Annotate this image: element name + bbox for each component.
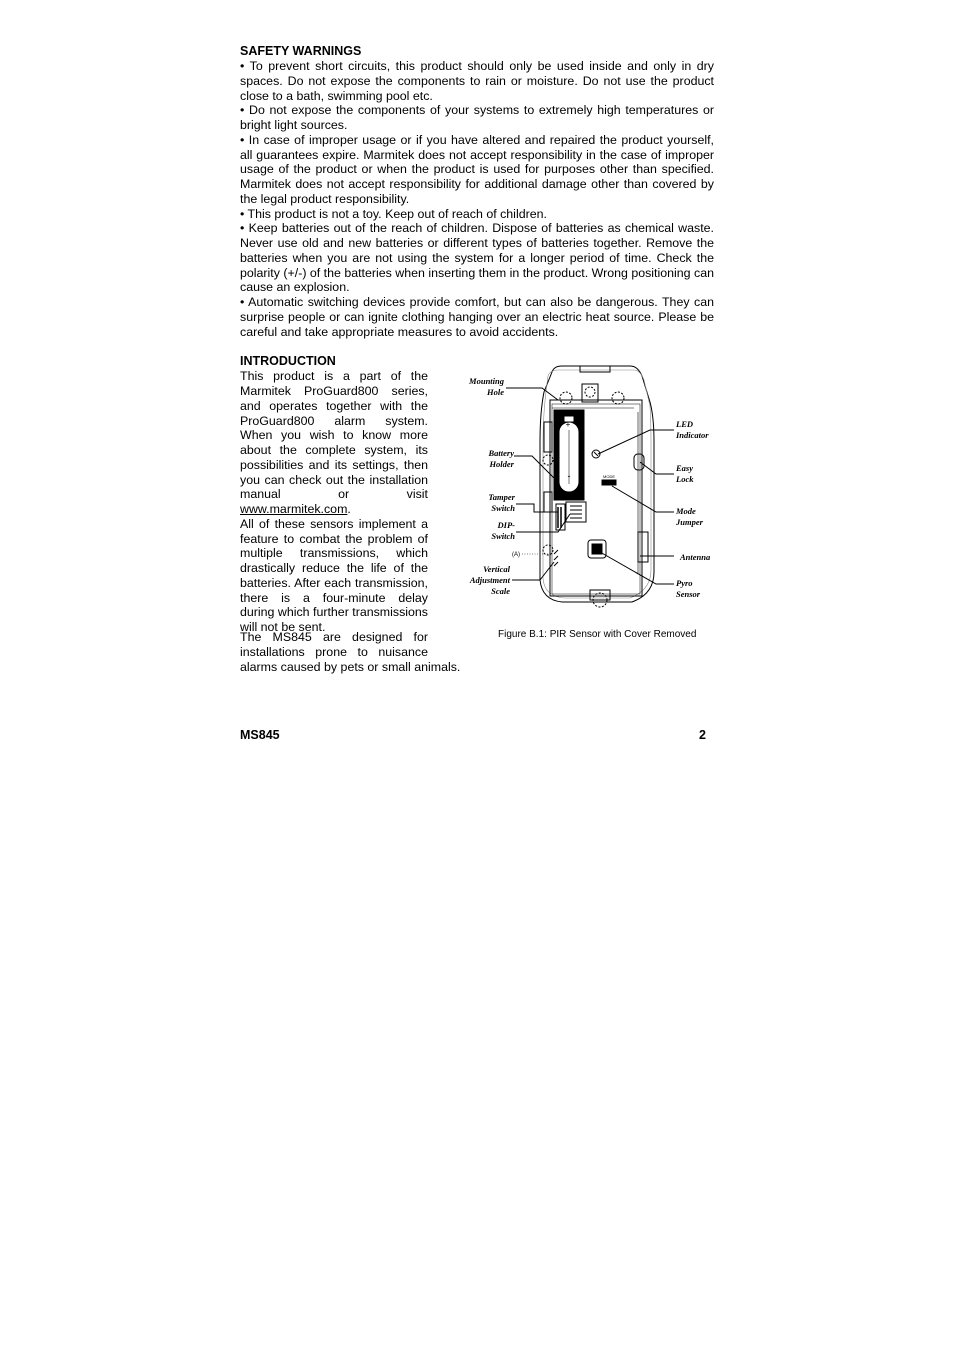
battery-minus: -	[567, 471, 571, 482]
introduction-text	[240, 354, 428, 635]
mounting-hole-right	[612, 392, 624, 404]
intro-p3-line-2: installations prone to nuisance	[240, 645, 428, 659]
figure-caption: Figure B.1: PIR Sensor with Cover Removed	[498, 629, 697, 641]
label-easy-lock-2: Lock	[676, 474, 694, 485]
footer-model: MS845	[240, 728, 280, 742]
label-led-1: LED	[676, 419, 693, 430]
mounting-hole-left	[560, 392, 572, 404]
scale-hole	[543, 545, 553, 555]
label-vertical-3: Scale	[491, 586, 510, 597]
introduction-paragraph-2: All of these sensors implement a feature to combat the problem of multiple transmissions, which drastically reduce the life of the batteries. After each transmission, there is a four-minute delay during which further transmissions will not be sent.	[240, 516, 429, 634]
safety-bullet-4: • This product is not a toy. Keep out of reach of children.	[240, 206, 547, 221]
pir-sensor-figure	[462, 362, 722, 642]
left-clip-lower	[544, 492, 552, 512]
led-mark	[594, 452, 598, 456]
antenna-bracket	[638, 532, 648, 562]
leader-battery-holder	[514, 456, 558, 482]
label-mode-jumper-1: Mode	[676, 506, 696, 517]
leader-led-indicator	[598, 430, 674, 454]
mode-jumper	[602, 480, 616, 485]
leader-easy-lock	[640, 462, 674, 474]
scale-tick-1	[554, 550, 558, 554]
safety-heading: SAFETY WARNINGS	[240, 44, 362, 58]
label-tamper-switch-2: Switch	[491, 503, 515, 514]
intro-p1-text: This product is a part of the Marmitek ProGuard800 series, and operates together with the ProGuard800 alarm system. When you wish to know more about the complete system, its possibilities and its settings, then you can check out the installation manual or visit	[240, 369, 428, 502]
label-dip-switch-2: Switch	[491, 531, 515, 542]
leader-vertical-scale	[512, 562, 554, 580]
page-content	[240, 44, 714, 699]
label-dip-switch-1: DIP-	[497, 520, 515, 531]
introduction-paragraph-1	[240, 369, 428, 517]
label-pyro-2: Sensor	[676, 589, 701, 600]
introduction-paragraph-3	[240, 630, 480, 674]
label-battery-holder-2: Holder	[489, 459, 514, 470]
safety-bullet-3: • In case of improper usage or if you have altered and repaired the product yourself, all guarantees expire. Marmitek does not accept responsibility in the case of improper usage of the product or when the product is used for purposes other than specified. Marmitek does not accept responsibility for additional damage other than covered by the legal product responsibility.	[240, 132, 714, 206]
mounting-hole-center	[585, 387, 595, 397]
introduction-section	[240, 354, 714, 699]
label-battery-holder-1: Battery	[488, 448, 514, 459]
top-tab	[580, 366, 610, 372]
introduction-heading: INTRODUCTION	[240, 354, 336, 369]
label-vertical-2: Adjustment	[469, 575, 510, 586]
label-mounting-hole-1: Mounting	[469, 376, 504, 387]
label-tamper-switch-1: Tamper	[488, 492, 515, 503]
scale-tick-3	[554, 562, 558, 566]
intro-p3-line-3: alarms caused by pets or small animals.	[240, 659, 461, 674]
page-footer	[240, 728, 706, 742]
label-mounting-hole-2: Hole	[487, 387, 504, 398]
label-mode-jumper-2: Jumper	[676, 517, 703, 528]
leader-mounting-hole	[506, 388, 558, 400]
safety-bullet-6: • Automatic switching devices provide comfort, but can also be dangerous. They can surprise people or can ignite clothing hanging over an electric heat source. Please be careful and take appropriate measures to avoid accidents.	[240, 295, 714, 339]
label-antenna: Antenna	[680, 552, 711, 563]
label-pyro-1: Pyro	[676, 578, 693, 589]
scale-a-label: (A)	[512, 552, 520, 559]
page-number: 2	[699, 728, 706, 742]
label-vertical-1: Vertical	[483, 564, 510, 575]
safety-bullet-2: • Do not expose the components of your systems to extremely high temperatures or bright light sources.	[240, 103, 714, 132]
left-clip	[544, 422, 552, 452]
label-led-2: Indicator	[676, 430, 709, 441]
intro-p1-end: .	[347, 502, 351, 516]
marmitek-link[interactable]: www.marmitek.com	[240, 502, 348, 516]
intro-p3-line-1: The MS845 are designed for	[240, 630, 428, 645]
dip-switch	[566, 502, 586, 522]
leader-pyro-sensor	[600, 552, 674, 584]
safety-bullet-5: • Keep batteries out of the reach of children. Dispose of batteries as chemical waste. Never use old and new batteries or different types of batteries together. Remove the batteries when you are not using the system for a longer period of time. Check the polarity (+/-) of the batteries when inserting them in the product. Wrong positioning can cause an explosion.	[240, 221, 714, 295]
label-easy-lock-1: Easy	[676, 463, 693, 474]
mode-jumper-text: MODE	[603, 474, 615, 480]
safety-bullet-1: • To prevent short circuits, this product should only be used inside and only in dry spaces. Do not expose the components to rain or moisture. Do not use the product close to a bath, swimming pool etc.	[240, 59, 714, 103]
left-hole	[543, 455, 553, 465]
scale-tick-2	[554, 556, 558, 560]
leader-mode-jumper	[612, 486, 674, 512]
battery-plus: +	[565, 420, 571, 430]
